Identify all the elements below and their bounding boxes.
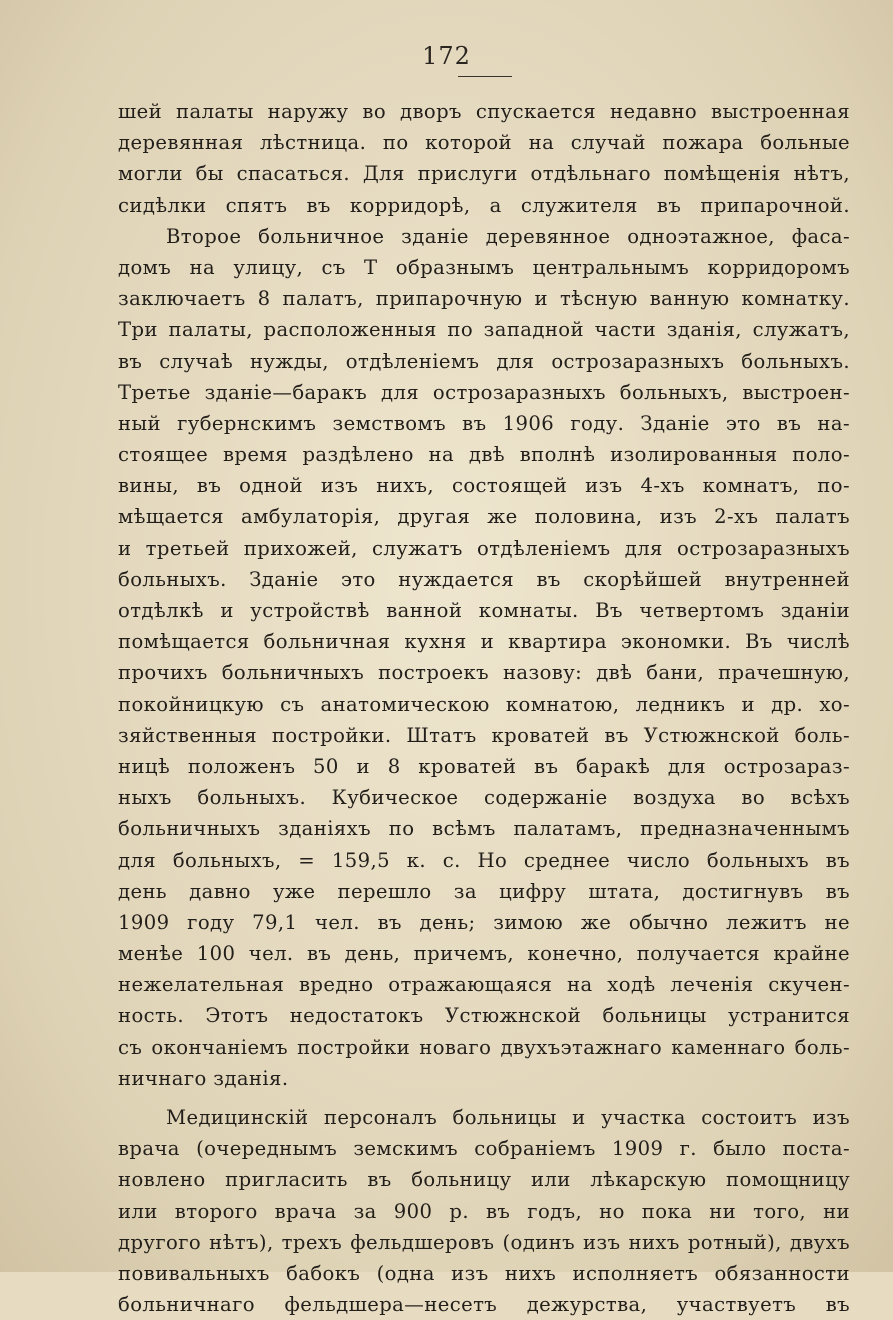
text-line: Три палаты, расположенныя по западной части зданія, служатъ, bbox=[118, 318, 850, 342]
text-line: ничнаго зданія. bbox=[118, 1066, 289, 1090]
text-line: ный губернскимъ земствомъ въ 1906 году. Зданіе это въ на- bbox=[118, 411, 850, 435]
text-line: шей палаты наружу во дворъ спускается недавно выстроенная bbox=[118, 100, 850, 123]
text-line: Второе больничное зданіе деревянное одноэтажное, фаса- bbox=[166, 224, 850, 248]
text-line: врача (очереднымъ земскимъ собраніемъ 1909 г. было поста- bbox=[118, 1137, 850, 1161]
text-line: Третье зданіе—баракъ для острозаразныхъ больныхъ, выстроен- bbox=[118, 380, 850, 404]
text-line: нежелательная вредно отражающаяся на ходѣ леченія скучен- bbox=[118, 973, 850, 997]
text-line: деревянная лѣстница. по которой на случай пожара больные bbox=[118, 131, 850, 155]
text-line: ницѣ положенъ 50 и 8 кроватей въ баракѣ для острозараз- bbox=[118, 754, 850, 778]
text-line: вины, въ одной изъ нихъ, состоящей изъ 4-хъ комнатъ, по- bbox=[118, 474, 850, 498]
text-line: сидѣлки спятъ въ корридорѣ, а служителя въ припарочной. bbox=[118, 193, 850, 217]
paragraph bbox=[118, 221, 850, 1094]
paragraph-gap bbox=[118, 1094, 850, 1102]
text-line: мѣщается амбулаторія, другая же половина, изъ 2-хъ палатъ bbox=[118, 505, 850, 529]
paragraph bbox=[118, 1102, 850, 1320]
text-line: прочихъ больничныхъ построекъ назову: двѣ бани, прачешную, bbox=[118, 661, 850, 685]
text-line: въ случаѣ нужды, отдѣленіемъ для острозаразныхъ больныхъ. bbox=[118, 349, 850, 373]
text-line: повивальныхъ бабокъ (одна изъ нихъ исполняетъ обязанности bbox=[118, 1261, 850, 1285]
text-line: помѣщается больничная кухня и квартира экономки. Въ числѣ bbox=[118, 630, 850, 654]
text-line: другого нѣтъ), трехъ фельдшеровъ (одинъ изъ нихъ ротный), двухъ bbox=[118, 1230, 850, 1254]
text-line: для больныхъ, = 159,5 к. с. Но среднее число больныхъ въ bbox=[118, 848, 850, 872]
text-line: Медицинскій персоналъ больницы и участка состоитъ изъ bbox=[166, 1106, 850, 1129]
text-line: 1909 году 79,1 чел. въ день; зимою же обычно лежитъ не bbox=[118, 910, 850, 934]
paragraph bbox=[118, 96, 850, 221]
text-line: отдѣлкѣ и устройствѣ ванной комнаты. Въ четвертомъ зданіи bbox=[118, 599, 850, 622]
text-line: новлено пригласить въ больницу или лѣкарскую помощницу bbox=[118, 1168, 850, 1192]
text-line: больныхъ. Зданіе это нуждается въ скорѣйшей внутренней bbox=[118, 567, 850, 591]
page-number-rule bbox=[458, 76, 512, 77]
text-line: день давно уже перешло за цифру штата, достигнувъ въ bbox=[118, 879, 850, 903]
page-number: 172 bbox=[422, 42, 471, 70]
text-line: больничныхъ зданіяхъ по всѣмъ палатамъ, предназначеннымъ bbox=[118, 817, 850, 841]
text-line: покойницкую съ анатомическою комнатою, ледникъ и др. хо- bbox=[118, 692, 850, 716]
text-line: съ окончаніемъ постройки новаго двухъэтажнаго каменнаго боль- bbox=[118, 1035, 850, 1059]
text-line: стоящее время раздѣлено на двѣ вполнѣ изолированныя поло- bbox=[118, 443, 850, 467]
text-line: могли бы спасаться. Для прислуги отдѣльнаго помѣщенія нѣтъ, bbox=[118, 162, 850, 186]
text-line: домъ на улицу, съ Т образнымъ центральнымъ корридоромъ bbox=[118, 255, 850, 279]
text-body bbox=[118, 96, 850, 1320]
text-line: или второго врача за 900 р. въ годъ, но пока ни того, ни bbox=[118, 1199, 850, 1223]
text-line: заключаетъ 8 палатъ, припарочную и тѣсную ванную комнатку. bbox=[118, 287, 850, 311]
text-line: зяйственныя постройки. Штатъ кроватей въ Устюжнской боль- bbox=[118, 723, 850, 747]
text-line: больничнаго фельдшера—несетъ дежурства, участвуетъ въ bbox=[118, 1293, 850, 1317]
text-line: ность. Этотъ недостатокъ Устюжнской больницы устранится bbox=[118, 1004, 850, 1028]
text-line: ныхъ больныхъ. Кубическое содержаніе воздуха во всѣхъ bbox=[118, 786, 850, 810]
text-line: и третьей прихожей, служатъ отдѣленіемъ для острозаразныхъ bbox=[118, 536, 850, 560]
text-line: менѣе 100 чел. въ день, причемъ, конечно, получается крайне bbox=[118, 942, 850, 966]
